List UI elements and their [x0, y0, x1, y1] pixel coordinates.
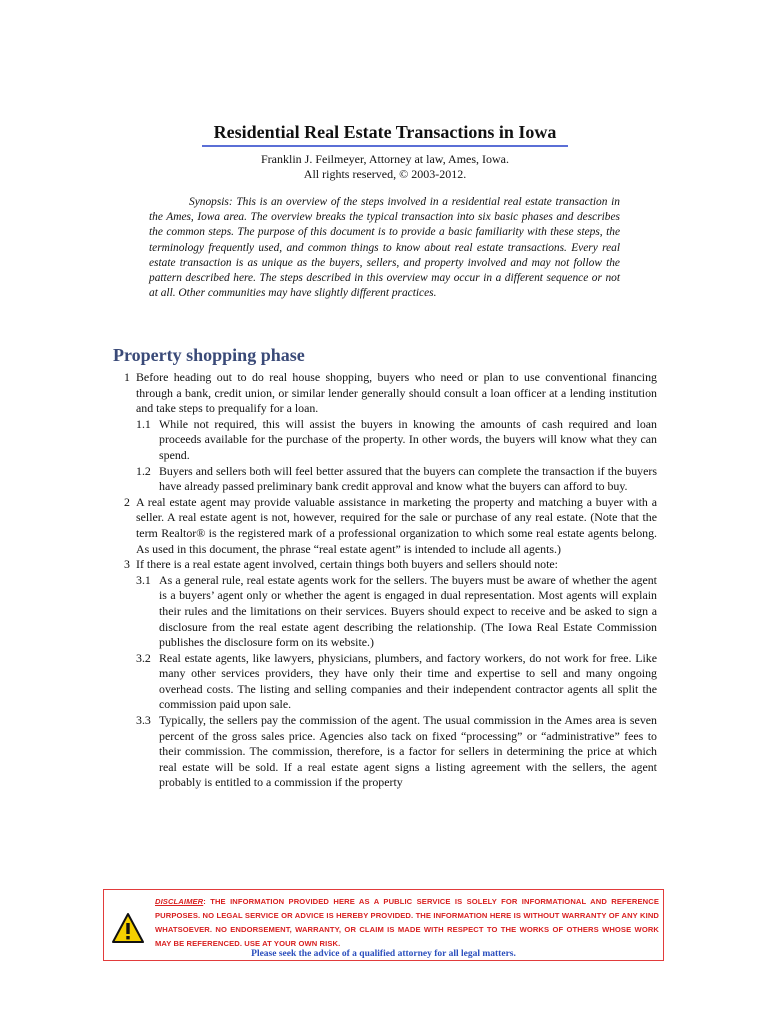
list-item-number: 3.3 [136, 713, 151, 728]
list-item-number: 3 [124, 557, 130, 572]
list-item [120, 417, 657, 464]
legal-advice-note: Please seek the advice of a qualified attorney for all legal matters. [251, 949, 516, 959]
warning-icon [111, 912, 145, 944]
author-line: Franklin J. Feilmeyer, Attorney at law, Ames, Iowa. [260, 152, 510, 166]
list-item [120, 557, 657, 573]
list-item-number: 1.1 [136, 416, 151, 431]
list-item-number: 1.2 [136, 463, 151, 478]
list-item-text: If there is a real estate agent involved, certain things both buyers and sellers should note: [136, 557, 558, 572]
list-item-text: While not required, this will assist the buyers in knowing the amounts of cash required and loan proceeds available for the purchase of the property. In other words, the buyers will know what they can spend. [159, 416, 657, 462]
list-item-number: 2 [124, 494, 130, 509]
disclaimer-body: : THE INFORMATION PROVIDED HERE AS A PUBLIC SERVICE IS SOLELY FOR INFORMATIONAL AND REFERENCE PURPOSES. NO LEGAL SERVICE OR ADVICE IS HEREBY PROVIDED. THE INFORMATION HERE IS WITHOUT WARRANTY OF ANY KIND WHATSOEVER. NO ENDORSEMENT, WARRANTY, OR CLAIM IS MADE WITH RESPECT TO THE WORKS OF OTHERS WHOSE WORK MAY BE REFERENCED. USE AT YOUR OWN RISK. [155, 897, 659, 948]
list-item [120, 495, 657, 557]
list-item [120, 713, 657, 791]
list-item-text: A real estate agent may provide valuable assistance in marketing the property and matching a buyer with a seller. A real estate agent is not, however, required for the sale or purchase of any real estate. (Note that the term Realtor® is the registered mark of a professional organization to which some real estate agents belong. As used in this document, the phrase “real estate agent” is intended to include all agents.) [136, 494, 657, 556]
list-item [120, 573, 657, 651]
list-item-text: Real estate agents, like lawyers, physicians, plumbers, and factory workers, do not work for free. Like many other services providers, they have only their time and expertise to sell and many ongoing overhead costs. The listing and selling companies and their independent contractor agents all split the commission paid upon sale. [159, 650, 657, 712]
list-item-number: 1 [124, 370, 130, 384]
list-item [120, 370, 657, 417]
disclaimer-box [103, 889, 664, 961]
disclaimer-label: DISCLAIMER [155, 897, 204, 906]
list-item-number: 3.2 [136, 650, 151, 665]
list-item-text: Buyers and sellers both will feel better assured that the buyers can complete the transaction if the buyers have already passed preliminary bank credit approval and know what the buyers can afford to buy. [159, 463, 657, 494]
list-item-text: As a general rule, real estate agents work for the sellers. The buyers must be aware of whether the agent is a buyers’ agent only or whether the agent is engaged in dual representation. Most agents will explain their rules and the limitations on their services. Buyers should expect to receive and be asked to sign a disclosure from the real estate agent describing the relationship. (The Iowa Real Estate Commission publishes the disclosure form on its website.) [159, 572, 657, 650]
list-item [120, 651, 657, 713]
list-item-text: Before heading out to do real house shopping, buyers who need or plan to use conventional financing through a bank, credit union, or similar lender generally should consult a loan officer at a lending institution and take steps to prequalify for a loan. [136, 370, 657, 416]
title-underline [202, 145, 568, 147]
section-heading: Property shopping phase [113, 345, 305, 365]
list-item-number: 3.1 [136, 572, 151, 587]
list-item [120, 464, 657, 495]
synopsis-paragraph: Synopsis: This is an overview of the steps involved in a residential real estate transaction in the Ames, Iowa area. The overview breaks the typical transaction into six basic phases and describes the common steps. The purpose of this document is to provide a basic familiarity with these steps, the terminology frequently used, and common things to know about real estate transactions. Every real estate transaction is as unique as the buyers, sellers, and property involved and may not follow the pattern described here. The steps described in this overview may occur in a different sequence or not at all. Other communities may have slightly different practices. [149, 196, 620, 300]
section-body [120, 370, 657, 791]
rights-line: All rights reserved, © 2003-2012. [303, 167, 467, 181]
disclaimer-text [155, 895, 659, 951]
list-item-text: Typically, the sellers pay the commission of the agent. The usual commission in the Ames area is seven percent of the gross sales price. Agencies also tack on fixed “processing” or “administrative” fees to their commission. The commission, therefore, is a factor for sellers in determining the price at which real estate will be sold. If a real estate agent signs a listing agreement with the sellers, the agent probably is entitled to a commission if the property [159, 713, 657, 790]
document-title: Residential Real Estate Transactions in Iowa [213, 122, 557, 142]
